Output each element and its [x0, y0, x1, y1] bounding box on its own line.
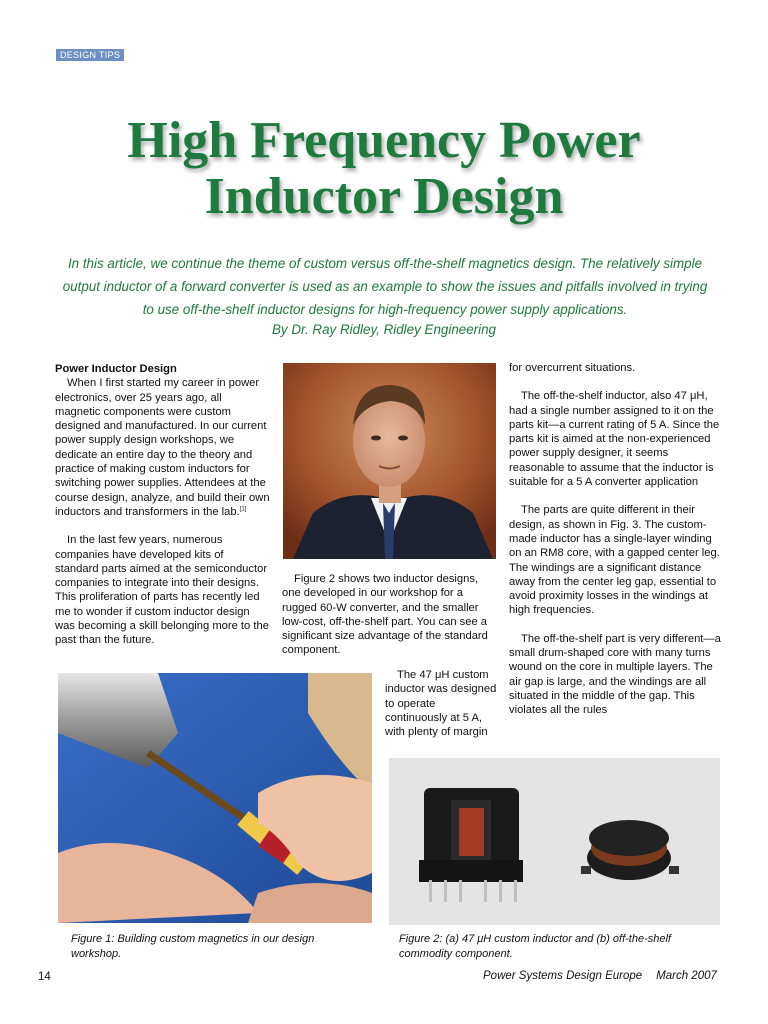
column2-paragraph-2: The 47 μH custom inductor was designed to operate continuously at 5 A, with plenty of margin — [385, 669, 497, 739]
footer — [483, 970, 717, 982]
footer-date: March 2007 — [656, 970, 717, 982]
figure-1-caption: Figure 1: Building custom magnetics in our design workshop. — [71, 933, 315, 960]
section-subhead: Power Inductor Design — [55, 363, 177, 375]
column3-paragraph-1: The off-the-shelf inductor, also 47 μH, had a single number assigned to it on the parts kit—a current rating of 5 A. Since the parts kit is aimed at the non-experienced power supply designer, it seems reasonable to assume that the inductor is suitable for a 5 A converter application — [509, 390, 720, 489]
section-tag: DESIGN TIPS — [56, 49, 124, 61]
article-title — [0, 113, 768, 225]
reference-marker: [1] — [239, 506, 247, 513]
column-3 — [509, 361, 723, 718]
column2-paragraph-1: Figure 2 shows two inductor designs, one developed in our workshop for a rugged 60-W converter, and the smaller low-cost, off-the-shelf part. You can see a significant size advantage of the standard component. — [282, 573, 488, 657]
column3-paragraph-3: The off-the-shelf part is very different—a small drum-shaped core with many turns wound on the core in multiple layers. The air gap is large, and the windings are all situated in the middle of the gap. This violates all the rules — [509, 632, 721, 717]
column1-paragraph-2: In the last few years, numerous companies have developed kits of standard parts aimed at the semiconductor companies to integrate into their designs. This proliferation of parts has recently led me to wonder if custom inductor design was becoming a skill belonging more to the past than the future. — [55, 534, 269, 647]
title-line-2: Inductor Design — [204, 168, 564, 225]
title-line-1: High Frequency Power — [127, 112, 641, 169]
column3-paragraph-0: for overcurrent situations. — [509, 362, 636, 374]
figure-1-workshop-image — [58, 673, 372, 923]
column-1 — [55, 362, 270, 648]
column1-paragraph-1: When I first started my career in power electronics, over 25 years ago, all magnetic components were custom designed and manufactured. In our current power supply design workshops, we dedicate an entire day to the theory and practice of making custom inductors for switching power supplies. Attendees at the course design, analyze, and build their own inductors and transformers in the lab.[1] — [55, 377, 270, 518]
author-portrait-image — [283, 363, 496, 559]
figure-2-caption: Figure 2: (a) 47 μH custom inductor and (b) off-the-shelf commodity component. — [399, 933, 671, 960]
column3-paragraph-2: The parts are quite different in their design, as shown in Fig. 3. The custom-made inductor has a single-layer winding on an RM8 core, with a gapped center leg. The windings are a significant distance away from the center leg gap, essential to avoid proximity losses in the windings at high frequencies. — [509, 504, 720, 617]
footer-publication: Power Systems Design Europe — [483, 970, 643, 982]
page-number: 14 — [38, 971, 51, 983]
byline: By Dr. Ray Ridley, Ridley Engineering — [271, 322, 496, 337]
figure-2-inductors-image — [389, 758, 720, 925]
article-deck: In this article, we continue the theme of custom versus off-the-shelf magnetics design. The relatively simple output inductor of a forward converter is used as an example to show the issues and pitfalls involved in trying to use off-the-shelf inductor designs for high-frequency power supply applications. — [62, 256, 708, 317]
